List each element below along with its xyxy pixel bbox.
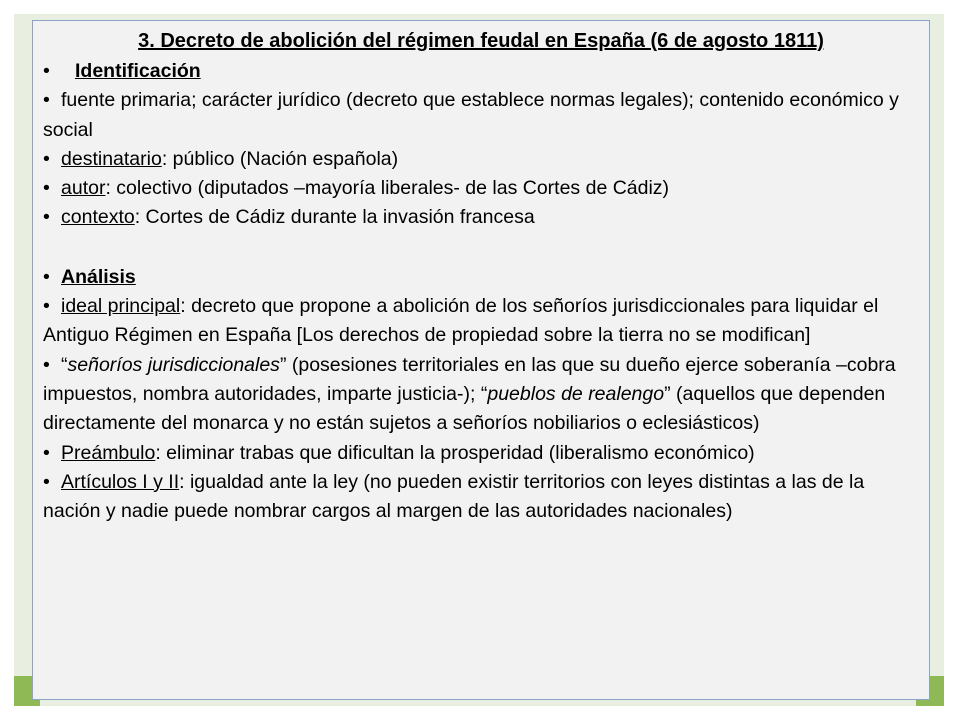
bullet: • [43,295,50,318]
senorios-line [43,351,919,439]
analisis-heading-line [43,263,919,292]
articulos-text: : igualdad ante la ley (no pueden existir territorios con leyes distintas a las de la nación y nadie puede nombrar cargos al margen de las autoridades nacionales) [43,470,865,523]
bottom-divider [14,706,944,708]
bullet: • [43,353,50,376]
destinatario-line [43,145,919,174]
section-gap [43,233,919,263]
contexto-label: contexto [61,206,135,229]
bullet: • [43,265,50,288]
preambulo-label: Preámbulo [61,441,156,464]
senorios-text: ” (posesiones territoriales en las que su dueño ejerce soberanía –cobra impuestos, nombra autoridades, imparte justicia-); “ [43,353,896,405]
slide-title: 3. Decreto de abolición del régimen feudal en España (6 de agosto 1811) [138,30,824,52]
autor-label: autor [61,177,106,200]
destinatario-label: destinatario [61,147,162,170]
background-top-stripe [0,0,960,12]
ideal-label: ideal principal [61,295,181,318]
bullet: • [43,147,50,170]
bullet: • [43,441,50,464]
destinatario-text: : público (Nación española) [161,147,399,170]
realengo-term: pueblos de realengo [487,382,665,405]
analisis-heading: Análisis [61,265,136,288]
preambulo-text: : eliminar trabas que dificultan la prosperidad (liberalismo económico) [155,441,755,464]
autor-line [43,174,919,203]
bullet: • [43,60,50,82]
fuente-line [43,86,919,145]
realengo-text: ” (aquellos que dependen directamente del monarca y no están sujetos a señoríos nobiliarios o eclesiásticos) [43,382,886,435]
bullet: • [43,177,50,200]
fuente-text: fuente primaria; carácter jurídico (decreto que establece normas legales); contenido económico y social [43,89,899,141]
ideal-text: : decreto que propone a abolición de los señoríos jurisdiccionales para liquidar el Antiguo Régimen en España [Los derechos de propiedad sobre la tierra no se modifican] [43,295,879,347]
articulos-line [43,468,919,527]
contexto-line [43,203,919,232]
bullet: • [43,89,50,112]
senorios-open-quote: “ [61,353,68,376]
identificacion-heading-line [43,57,919,86]
preambulo-line [43,439,919,468]
senorios-term: señoríos jurisdiccionales [67,353,280,376]
autor-text: : colectivo (diputados –mayoría liberales- de las Cortes de Cádiz) [105,177,670,200]
bullet: • [43,206,50,229]
articulos-label: Artículos I y II [61,470,180,493]
identificacion-heading: Identificación [75,60,201,82]
ideal-line [43,292,919,351]
bullet: • [43,470,50,493]
content-panel [32,20,930,700]
contexto-text: : Cortes de Cádiz durante la invasión francesa [134,206,535,229]
